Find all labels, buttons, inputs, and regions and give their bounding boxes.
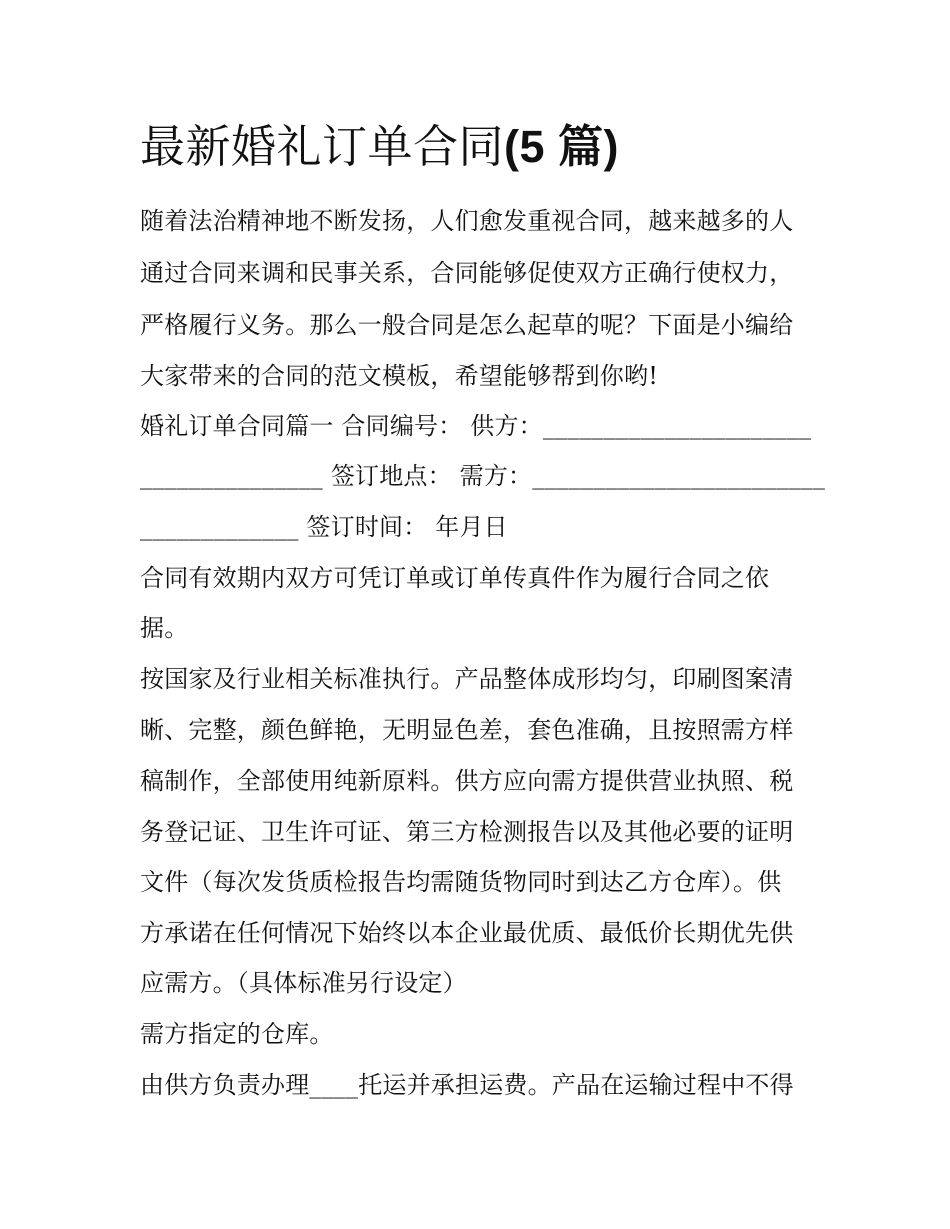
intro-line-3: 严格履行义务。那么一般合同是怎么起草的呢？下面是小编给 bbox=[140, 311, 794, 339]
contract-header-line-3: _____________ 签订时间： 年月日 bbox=[140, 513, 508, 541]
validity-line-2: 据。 bbox=[140, 614, 189, 642]
intro-line-2: 通过合同来调和民事关系，合同能够促使双方正确行使权力， bbox=[140, 259, 794, 287]
standard-line-7: 应需方。（具体标准另行设定） bbox=[140, 969, 467, 997]
standard-line-3: 稿制作，全部使用纯新原料。供方应向需方提供营业执照、税 bbox=[140, 767, 794, 795]
warehouse-line: 需方指定的仓库。 bbox=[140, 1020, 334, 1048]
intro-line-4: 大家带来的合同的范文模板，希望能够帮到你哟! bbox=[140, 362, 659, 390]
standard-line-2: 晰、完整，颜色鲜艳，无明显色差，套色准确，且按照需方样 bbox=[140, 716, 794, 744]
document-title bbox=[140, 118, 840, 176]
document-title-main: 最新婚礼订单合同 bbox=[140, 120, 505, 173]
contract-header-line-2: _______________ 签订地点： 需方：________________________ bbox=[140, 462, 826, 490]
contract-header-line-1: 婚礼订单合同篇一 合同编号： 供方：______________________ bbox=[140, 412, 812, 440]
standard-line-6: 方承诺在任何情况下始终以本企业最优质、最低价长期优先供 bbox=[140, 919, 794, 947]
document-title-count: (5 篇) bbox=[504, 121, 620, 172]
standard-line-1: 按国家及行业相关标准执行。产品整体成形均匀，印刷图案清 bbox=[140, 665, 794, 693]
validity-line-1: 合同有效期内双方可凭订单或订单传真件作为履行合同之依 bbox=[140, 564, 770, 592]
standard-line-5: 文件（每次发货质检报告均需随货物同时到达乙方仓库）。供 bbox=[140, 868, 782, 896]
standard-line-4: 务登记证、卫生许可证、第三方检测报告以及其他必要的证明 bbox=[140, 818, 794, 846]
shipping-line: 由供方负责办理____托运并承担运费。产品在运输过程中不得 bbox=[140, 1071, 794, 1099]
intro-line-1: 随着法治精神地不断发扬，人们愈发重视合同，越来越多的人 bbox=[140, 207, 794, 235]
